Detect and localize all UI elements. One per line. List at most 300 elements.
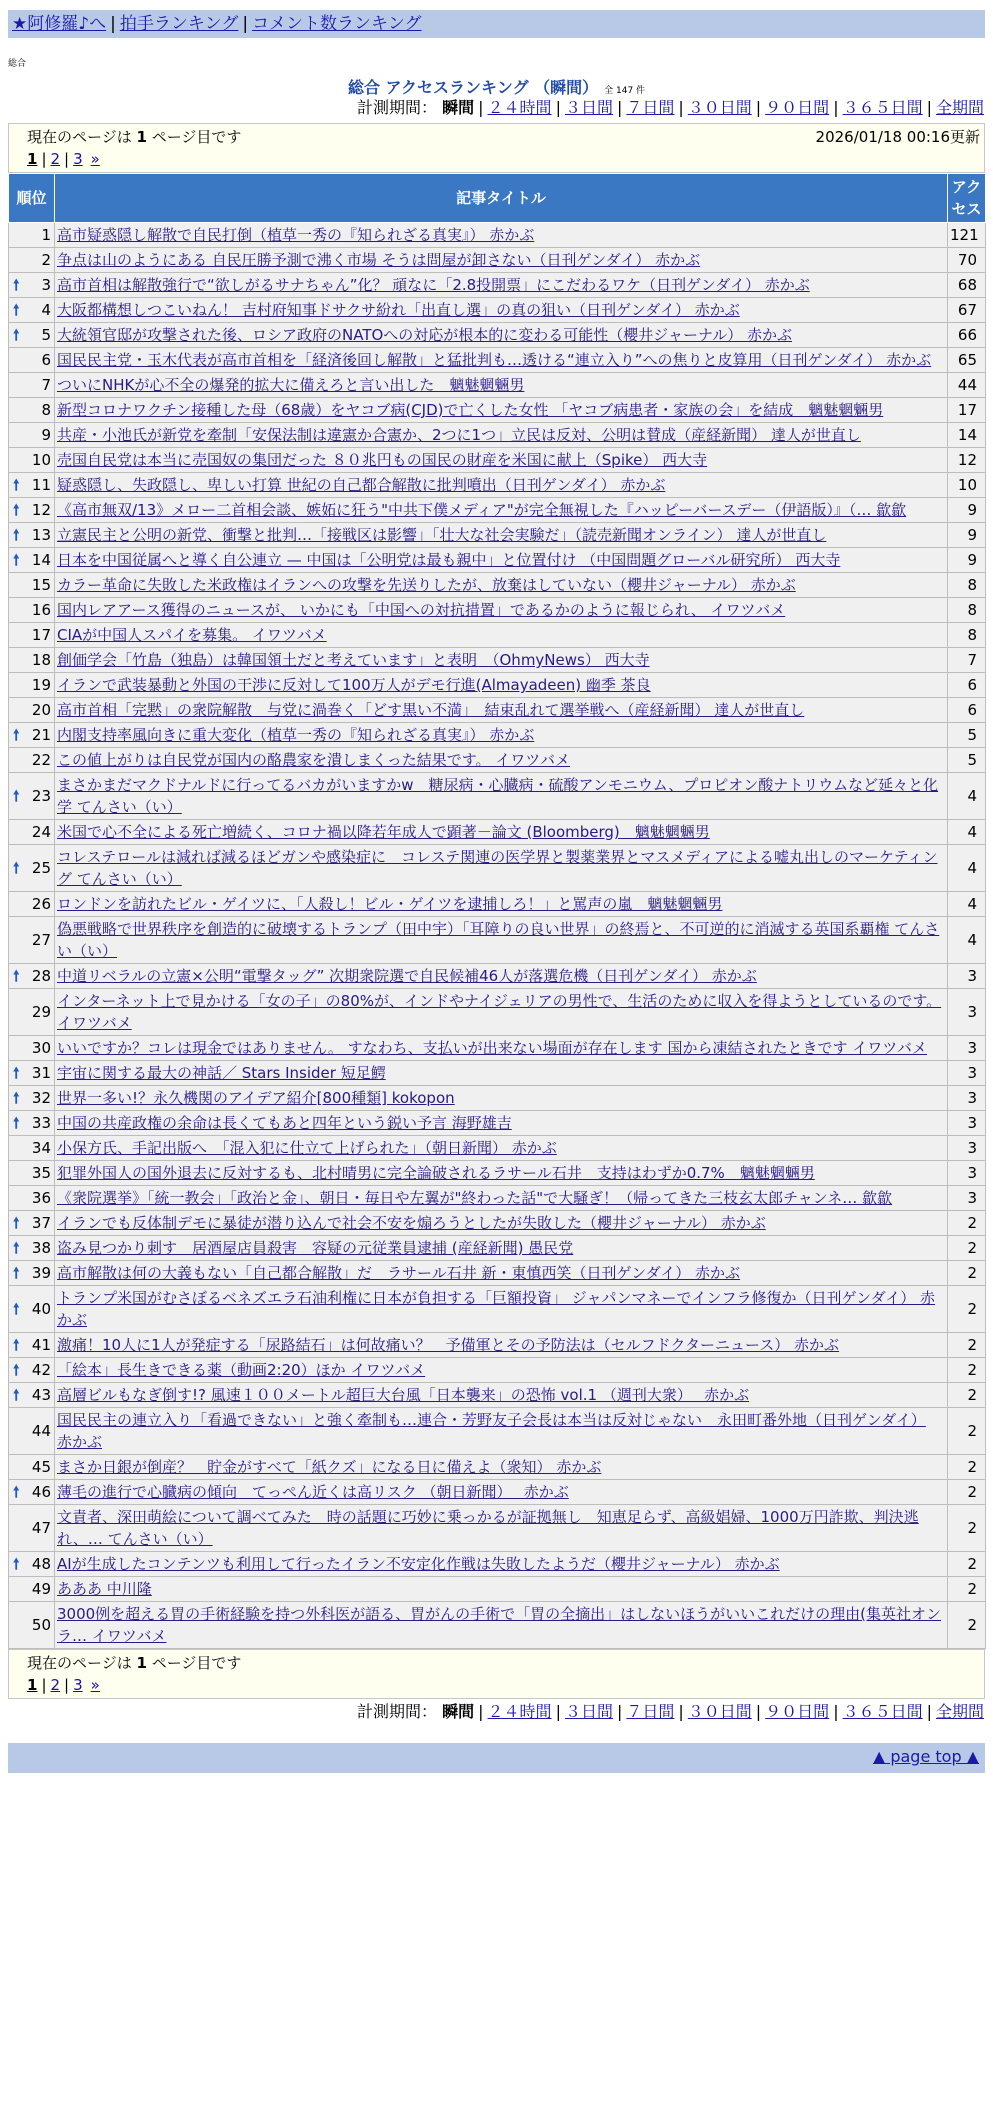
rank-cell xyxy=(9,1480,55,1505)
article-link[interactable]: 米国で心不全による死亡増続く、コロナ禍以降若年成人で顕著－論文 (Bloomberg) 魑魅魍魎男 xyxy=(57,823,710,841)
access-count: 65 xyxy=(948,348,986,373)
period-current: 瞬間 xyxy=(442,1702,475,1721)
period-link-all[interactable]: 全期間 xyxy=(935,98,984,117)
rank-cell xyxy=(9,820,55,845)
rank-number: 7 xyxy=(41,376,51,394)
rank-up-arrow-icon: 🠕 xyxy=(13,1555,20,1573)
article-link[interactable]: イランで武装暴動と外国の干渉に反対して100万人がデモ行進(Almayadeen) 幽季 茶良 xyxy=(57,676,651,694)
pagination-bottom: 1 | 2 | 3 » xyxy=(27,1676,100,1694)
rank-cell xyxy=(9,373,55,398)
access-count: 3 xyxy=(948,989,986,1036)
article-link[interactable]: トランプ米国がむさぼるベネズエラ石油利権に日本が負担する「巨額投資」 ジャパンマネーでインフラ修復か（日刊ゲンダイ） 赤かぶ xyxy=(57,1289,936,1329)
access-count: 2 xyxy=(948,1333,986,1358)
rank-up-arrow-icon: 🠕 xyxy=(13,1483,20,1501)
access-count: 8 xyxy=(948,623,986,648)
rank-cell xyxy=(9,1455,55,1480)
rank-number: 27 xyxy=(31,931,51,949)
article-link[interactable]: 立憲民主と公明の新党、衝撃と批判…「接戦区は影響」「壮大な社会実験だ」（読売新聞オンライン） 達人が世直し xyxy=(57,526,827,544)
page-2-link[interactable]: 2 xyxy=(50,150,61,168)
access-count: 3 xyxy=(948,1161,986,1186)
access-count: 2 xyxy=(948,1236,986,1261)
article-link[interactable]: 世界一多い!？永久機関のアイデア紹介[800種類] kokopon xyxy=(57,1089,455,1107)
rank-number: 38 xyxy=(31,1239,51,1257)
rank-number: 15 xyxy=(31,576,51,594)
access-count: 3 xyxy=(948,1086,986,1111)
period-selector-bottom: 計測期間： 瞬間 | ２４時間 | ３日間 | ７日間 | ３０日間 | ９０日間 | ３６５日間 | 全期間 xyxy=(357,1702,984,1721)
title-cell xyxy=(55,623,948,648)
header-title: 記事タイトル xyxy=(55,174,948,223)
access-count: 67 xyxy=(948,298,986,323)
rank-number: 45 xyxy=(31,1458,51,1476)
rank-cell xyxy=(9,1261,55,1286)
title-cell xyxy=(55,1505,948,1552)
article-link[interactable]: 小保方氏、手記出版へ 「混入犯に仕立て上げられた」（朝日新聞） 赤かぶ xyxy=(57,1139,557,1157)
access-count: 2 xyxy=(948,1408,986,1455)
rank-number: 9 xyxy=(41,426,51,444)
table-row xyxy=(9,748,986,773)
table-row xyxy=(9,698,986,723)
rank-cell xyxy=(9,845,55,892)
table-row xyxy=(9,398,986,423)
rank-number: 18 xyxy=(31,651,51,669)
page-1-current: 1 xyxy=(27,1676,38,1694)
article-link[interactable]: 創価学会「竹島（独島）は韓国領土だと考えています」と表明 （OhmyNews） 西大寺 xyxy=(57,651,650,669)
rank-number: 17 xyxy=(31,626,51,644)
access-count: 121 xyxy=(948,223,986,248)
rank-up-arrow-icon: 🠕 xyxy=(13,967,20,985)
article-link[interactable]: 共産・小池氏が新党を牽制「安保法制は違憲か合憲か、2つに1つ」立民は反対、公明は賛成（産経新聞） 達人が世直し xyxy=(57,426,861,444)
period-link-24h[interactable]: ２４時間 xyxy=(487,1702,552,1721)
rank-number: 1 xyxy=(41,226,51,244)
period-current: 瞬間 xyxy=(442,98,475,117)
title-cell xyxy=(55,423,948,448)
updated-timestamp: 2026/01/18 00:16更新 xyxy=(815,128,980,146)
rank-cell xyxy=(9,523,55,548)
rank-up-arrow-icon: 🠕 xyxy=(13,1264,20,1282)
footer-bar xyxy=(8,1743,985,1773)
table-row xyxy=(9,248,986,273)
article-link[interactable]: 高市解散は何の大義もない「自己都合解散」だ ラサール石井 新・東慎西笑（日刊ゲンダイ） 赤かぶ xyxy=(57,1264,741,1282)
rank-number: 3 xyxy=(41,276,51,294)
article-link[interactable]: 《衆院選挙》「統一教会」「政治と金」、朝日・毎日や左翼が"終わった話"で大騒ぎ！（帰ってきた三枝玄太郎チャンネ… 歙歙 xyxy=(57,1189,893,1207)
article-link[interactable]: 高市疑惑隠し解散で自民打倒（植草一秀の『知られざる真実』） 赤かぶ xyxy=(57,226,535,244)
table-row xyxy=(9,1383,986,1408)
rank-number: 44 xyxy=(31,1422,51,1440)
access-count: 2 xyxy=(948,1383,986,1408)
article-link[interactable]: 犯罪外国人の国外退去に反対するも、北村晴男に完全論破されるラサール石井 支持はわずか0.7% 魑魅魍魎男 xyxy=(57,1164,815,1182)
table-row xyxy=(9,1036,986,1061)
article-link[interactable]: 3000例を超える胃の手術経験を持つ外科医が語る、胃がんの手術で「胃の全摘出」はしないほうがいいこれだけの理由(集英社オンラ… イワツバメ xyxy=(57,1605,942,1645)
rank-up-arrow-icon: 🠕 xyxy=(13,1089,20,1107)
access-count: 4 xyxy=(948,820,986,845)
article-link[interactable]: イランでも反体制デモに暴徒が潜り込んで社会不安を煽ろうとしたが失敗した（櫻井ジャーナル） 赤かぶ xyxy=(57,1214,766,1232)
period-link-90d[interactable]: ９０日間 xyxy=(765,1702,830,1721)
rank-cell xyxy=(9,648,55,673)
title-cell xyxy=(55,473,948,498)
rank-cell xyxy=(9,298,55,323)
access-count: 3 xyxy=(948,964,986,989)
title-cell xyxy=(55,1086,948,1111)
title-cell xyxy=(55,573,948,598)
next-page-link[interactable]: » xyxy=(90,150,100,168)
rank-up-arrow-icon: 🠕 xyxy=(13,1300,20,1318)
next-page-link[interactable]: » xyxy=(90,1676,100,1694)
article-link[interactable]: ロンドンを訪れたビル・ゲイツに、「人殺し！ビル・ゲイツを逮捕しろ！」と罵声の嵐 魑魅魍魎男 xyxy=(57,895,723,913)
title-cell xyxy=(55,1186,948,1211)
rank-number: 19 xyxy=(31,676,51,694)
article-link[interactable]: 新型コロナワクチン接種した母（68歳）をヤコブ病(CJD)で亡くした女性 「ヤコブ病患者・家族の会」を結成 魑魅魍魎男 xyxy=(57,401,884,419)
title-cell xyxy=(55,223,948,248)
rank-number: 41 xyxy=(31,1336,51,1354)
table-row xyxy=(9,648,986,673)
article-link[interactable]: ついにNHKが心不全の爆発的拡大に備えろと言い出した 魑魅魍魎男 xyxy=(57,376,525,394)
article-link[interactable]: CIAが中国人スパイを募集。 イワツバメ xyxy=(57,626,327,644)
title-cell xyxy=(55,1211,948,1236)
rank-number: 49 xyxy=(31,1580,51,1598)
rank-cell xyxy=(9,1061,55,1086)
access-count: 2 xyxy=(948,1480,986,1505)
title-cell xyxy=(55,1111,948,1136)
title-cell xyxy=(55,398,948,423)
title-cell xyxy=(55,1261,948,1286)
table-row xyxy=(9,1505,986,1552)
title-cell xyxy=(55,298,948,323)
period-link-30d[interactable]: ３０日間 xyxy=(687,98,752,117)
rank-number: 14 xyxy=(31,551,51,569)
table-row xyxy=(9,573,986,598)
rank-number: 47 xyxy=(31,1519,51,1537)
access-count: 14 xyxy=(948,423,986,448)
current-page-text: 現在のページは 1 ページ目です xyxy=(27,1654,242,1672)
nav-link-asyura[interactable]: ★阿修羅♪へ xyxy=(12,14,107,34)
rank-cell xyxy=(9,1111,55,1136)
access-count: 68 xyxy=(948,273,986,298)
rank-cell xyxy=(9,892,55,917)
article-link[interactable]: まさかまだマクドナルドに行ってるバカがいますかw 糖尿病・心臓病・硫酸アンモニウム、プロピオン酸ナトリウムなど延々と化学 てんさい（い） xyxy=(57,776,939,816)
access-count: 6 xyxy=(948,698,986,723)
period-link-24h[interactable]: ２４時間 xyxy=(487,98,552,117)
table-row xyxy=(9,917,986,964)
table-row xyxy=(9,498,986,523)
table-row xyxy=(9,623,986,648)
title-cell xyxy=(55,548,948,573)
article-link[interactable]: 国民民主党・玉木代表が高市首相を「経済後回し解散」と猛批判も…透ける“連立入り”への焦りと皮算用（日刊ゲンダイ） 赤かぶ xyxy=(57,351,932,369)
access-count: 3 xyxy=(948,1111,986,1136)
access-count: 2 xyxy=(948,1261,986,1286)
rank-cell xyxy=(9,1333,55,1358)
title-cell xyxy=(55,1602,948,1649)
table-row xyxy=(9,892,986,917)
rank-cell xyxy=(9,623,55,648)
access-count: 5 xyxy=(948,748,986,773)
rank-number: 4 xyxy=(41,301,51,319)
table-row xyxy=(9,298,986,323)
table-row xyxy=(9,273,986,298)
access-count: 5 xyxy=(948,723,986,748)
table-row xyxy=(9,1111,986,1136)
title-cell xyxy=(55,1455,948,1480)
access-count: 10 xyxy=(948,473,986,498)
period-link-90d[interactable]: ９０日間 xyxy=(765,98,830,117)
rank-cell xyxy=(9,698,55,723)
article-link[interactable]: 国民民主の連立入り「看過できない」と強く牽制も…連合・芳野友子会長は本当は反対じゃない 永田町番外地（日刊ゲンダイ） 赤かぶ xyxy=(57,1411,926,1451)
table-row xyxy=(9,845,986,892)
access-count: 3 xyxy=(948,1036,986,1061)
rank-cell xyxy=(9,989,55,1036)
table-row xyxy=(9,1408,986,1455)
title-cell xyxy=(55,1236,948,1261)
rank-cell xyxy=(9,273,55,298)
article-link[interactable]: 偽悪戦略で世界秩序を創造的に破壊するトランプ（田中宇）「耳障りの良い世界」の終焉と、不可逆的に消滅する英国系覇権 てんさい（い） xyxy=(57,920,940,960)
rank-number: 25 xyxy=(31,859,51,877)
rank-cell xyxy=(9,1408,55,1455)
rank-cell xyxy=(9,448,55,473)
page-top-link[interactable]: ▲ page top ▲ xyxy=(872,1747,979,1766)
article-link[interactable]: 「絵本」長生きできる薬（動画2:20）ほか イワツバメ xyxy=(57,1361,426,1379)
rank-number: 31 xyxy=(31,1064,51,1082)
article-link[interactable]: 争点は山のようにある 自民圧勝予測で沸く市場 そうは問屋が卸さない（日刊ゲンダイ） 赤かぶ xyxy=(57,251,701,269)
article-link[interactable]: 《高市無双/13》メロー二首相会談、嫉妬に狂う"中共下僕メディア"が完全無視した『ハッピーバースデー（伊語版）』（… 歙歙 xyxy=(57,501,907,519)
rank-number: 40 xyxy=(31,1300,51,1318)
access-count: 2 xyxy=(948,1358,986,1383)
current-page-text: 現在のページは 1 ページ目です xyxy=(27,128,242,146)
rank-number: 2 xyxy=(41,251,51,269)
rank-number: 16 xyxy=(31,601,51,619)
article-link[interactable]: カラー革命に失敗した米政権はイランへの攻撃を先送りしたが、放棄はしていない（櫻井ジャーナル） 赤かぶ xyxy=(57,576,796,594)
table-row xyxy=(9,1602,986,1649)
table-row xyxy=(9,473,986,498)
title-cell xyxy=(55,1286,948,1333)
rank-cell xyxy=(9,573,55,598)
period-link-365d[interactable]: ３６５日間 xyxy=(842,1702,923,1721)
rank-up-arrow-icon: 🠕 xyxy=(13,859,20,877)
rank-number: 43 xyxy=(31,1386,51,1404)
access-count: 2 xyxy=(948,1455,986,1480)
rank-cell xyxy=(9,1036,55,1061)
article-link[interactable]: 中国の共産政権の余命は長くてもあと四年という鋭い予言 海野雄吉 xyxy=(57,1114,512,1132)
rank-cell xyxy=(9,673,55,698)
access-count: 9 xyxy=(948,523,986,548)
nav-link-comment-ranking[interactable]: コメント数ランキング xyxy=(252,14,422,34)
rank-number: 32 xyxy=(31,1089,51,1107)
rank-number: 20 xyxy=(31,701,51,719)
nav-separator: | xyxy=(110,14,116,34)
rank-number: 11 xyxy=(31,476,51,494)
rank-cell xyxy=(9,723,55,748)
rank-cell xyxy=(9,498,55,523)
article-link[interactable]: 薄毛の進行で心臓病の傾向 てっぺん近くは高リスク （朝日新聞） 赤かぶ xyxy=(57,1483,569,1501)
title-cell xyxy=(55,1061,948,1086)
table-row xyxy=(9,989,986,1036)
access-count: 4 xyxy=(948,917,986,964)
table-row xyxy=(9,1480,986,1505)
title-cell xyxy=(55,523,948,548)
article-link[interactable]: 国内レアアース獲得のニュースが、 いかにも「中国への対抗措置」であるかのように報じられ、 イワツバメ xyxy=(57,601,786,619)
page-1-current: 1 xyxy=(27,150,38,168)
rank-cell xyxy=(9,1383,55,1408)
rank-number: 26 xyxy=(31,895,51,913)
article-link[interactable]: この値上がりは自民党が国内の酪農家を潰しまくった結果です。 イワツバメ xyxy=(57,751,570,769)
rank-number: 30 xyxy=(31,1039,51,1057)
rank-cell xyxy=(9,1236,55,1261)
period-link-7d[interactable]: ７日間 xyxy=(626,1702,675,1721)
article-link[interactable]: AIが生成したコンテンツも利用して行ったイラン不安定化作戦は失敗したようだ（櫻井ジャーナル） 赤かぶ xyxy=(57,1555,780,1573)
rank-cell xyxy=(9,1086,55,1111)
period-link-30d[interactable]: ３０日間 xyxy=(687,1702,752,1721)
title-cell xyxy=(55,1408,948,1455)
header-rank: 順位 xyxy=(9,174,55,223)
rank-cell xyxy=(9,1186,55,1211)
period-link-3d[interactable]: ３日間 xyxy=(564,1702,613,1721)
period-link-3d[interactable]: ３日間 xyxy=(564,98,613,117)
rank-cell xyxy=(9,748,55,773)
rank-up-arrow-icon: 🠕 xyxy=(13,326,20,344)
rank-number: 39 xyxy=(31,1264,51,1282)
access-count: 2 xyxy=(948,1505,986,1552)
rank-number: 33 xyxy=(31,1114,51,1132)
rank-number: 13 xyxy=(31,526,51,544)
table-row xyxy=(9,964,986,989)
article-link[interactable]: 高層ビルもなぎ倒す!? 風速１００メートル超巨大台風「日本襲来」の恐怖 vol.1 （週刊大衆） 赤かぶ xyxy=(57,1386,750,1404)
rank-up-arrow-icon: 🠕 xyxy=(13,276,20,294)
article-link[interactable]: 宇宙に関する最大の神話／ Stars Insider 短足鰐 xyxy=(57,1064,386,1082)
nav-separator: | xyxy=(242,14,249,34)
article-link[interactable]: 日本を中国従属へと導く自公連立 — 中国は「公明党は最も親中」と位置付け （中国問題グローバル研究所） 西大寺 xyxy=(57,551,841,569)
title-cell xyxy=(55,448,948,473)
title-cell xyxy=(55,648,948,673)
table-row xyxy=(9,1261,986,1286)
rank-number: 29 xyxy=(31,1003,51,1021)
page-2-link[interactable]: 2 xyxy=(50,1676,61,1694)
rank-cell xyxy=(9,1136,55,1161)
title-cell xyxy=(55,698,948,723)
rank-up-arrow-icon: 🠕 xyxy=(13,1361,20,1379)
article-link[interactable]: 大統領官邸が攻撃された後、ロシア政府のNATOへの対応が根本的に変わる可能性（櫻井ジャーナル） 赤かぶ xyxy=(57,326,793,344)
access-count: 3 xyxy=(948,1136,986,1161)
rank-number: 34 xyxy=(31,1139,51,1157)
access-count: 7 xyxy=(948,648,986,673)
table-row xyxy=(9,1161,986,1186)
title-cell xyxy=(55,989,948,1036)
top-nav xyxy=(8,10,985,38)
rank-number: 28 xyxy=(31,967,51,985)
title-cell xyxy=(55,1383,948,1408)
access-count: 4 xyxy=(948,773,986,820)
rank-number: 36 xyxy=(31,1189,51,1207)
nav-link-clap-ranking[interactable]: 拍手ランキング xyxy=(119,14,239,34)
rank-cell xyxy=(9,1602,55,1649)
table-row xyxy=(9,348,986,373)
article-link[interactable]: 文責者、深田萌絵について調べてみた 時の話題に巧妙に乗っかるが証拠無し 知恵足らず、高級娼婦、1000万円詐欺、判決逃れ、… てんさい（い） xyxy=(57,1508,919,1548)
rank-up-arrow-icon: 🠕 xyxy=(13,301,20,319)
page-3-link[interactable]: 3 xyxy=(73,150,83,168)
period-link-7d[interactable]: ７日間 xyxy=(626,98,675,117)
period-link-all[interactable]: 全期間 xyxy=(935,1702,984,1721)
table-row xyxy=(9,598,986,623)
rank-up-arrow-icon: 🠕 xyxy=(13,1239,20,1257)
title-cell xyxy=(55,1552,948,1577)
article-link[interactable]: インターネット上で見かける「女の子」の80%が、インドやナイジェリアの男性で、生活のために収入を得ようとしているのです。 イワツバメ xyxy=(57,992,942,1032)
article-link[interactable]: 大阪都構想しつこいねん！ 吉村府知事ドサクサ紛れ「出直し選」の真の狙い（日刊ゲンダイ） 赤かぶ xyxy=(57,301,740,319)
article-link[interactable]: 激痛！10人に1人が発症する「尿路結石」は何故痛い？ 予備軍とその予防法は（セルフドクターニュース） 赤かぶ xyxy=(57,1336,840,1354)
access-count: 2 xyxy=(948,1286,986,1333)
access-count: 12 xyxy=(948,448,986,473)
rank-number: 50 xyxy=(31,1616,51,1634)
article-link[interactable]: 疑惑隠し、失政隠し、卑しい打算 世紀の自己都合解散に批判噴出（日刊ゲンダイ） 赤かぶ xyxy=(57,476,666,494)
table-row xyxy=(9,1061,986,1086)
title-cell xyxy=(55,1136,948,1161)
title-cell xyxy=(55,1480,948,1505)
title-cell xyxy=(55,598,948,623)
article-link[interactable]: 内閣支持率風向きに重大変化（植草一秀の『知られざる真実』） 赤かぶ xyxy=(57,726,535,744)
title-cell xyxy=(55,373,948,398)
title-cell xyxy=(55,892,948,917)
rank-number: 22 xyxy=(31,751,51,769)
article-link[interactable]: いいですか？コレは現金ではありません。 すなわち、支払いが出来ない場面が存在します 国から凍結されたときです イワツバメ xyxy=(57,1039,927,1057)
table-row xyxy=(9,423,986,448)
access-count: 66 xyxy=(948,323,986,348)
rank-cell xyxy=(9,1211,55,1236)
access-count: 44 xyxy=(948,373,986,398)
article-link[interactable]: 中道リベラルの立憲×公明“電撃タッグ” 次期衆院選で自民候補46人が落選危機（日刊ゲンダイ） 赤かぶ xyxy=(57,967,757,985)
article-link[interactable]: 売国自民党は本当に売国奴の集団だった ８０兆円もの国民の財産を米国に献上（Spike） 西大寺 xyxy=(57,451,708,469)
period-link-365d[interactable]: ３６５日間 xyxy=(842,98,923,117)
access-count: 6 xyxy=(948,673,986,698)
rank-number: 48 xyxy=(31,1555,51,1573)
rank-up-arrow-icon: 🠕 xyxy=(13,726,20,744)
article-link[interactable]: コレステロールは減れば減るほどガンや感染症に コレステ関連の医学界と製薬業界とマスメディアによる嘘丸出しのマーケティング てんさい（い） xyxy=(57,848,938,888)
table-row xyxy=(9,223,986,248)
title-cell xyxy=(55,1358,948,1383)
article-link[interactable]: まさか日銀が倒産？ 貯金がすべて「紙クズ」になる日に備えよ（衆知） 赤かぶ xyxy=(57,1458,602,1476)
table-row xyxy=(9,1577,986,1602)
table-row xyxy=(9,523,986,548)
rank-up-arrow-icon: 🠕 xyxy=(13,1114,20,1132)
table-row xyxy=(9,820,986,845)
access-count: 17 xyxy=(948,398,986,423)
rank-cell xyxy=(9,598,55,623)
rank-number: 6 xyxy=(41,351,51,369)
rank-cell xyxy=(9,223,55,248)
title-cell xyxy=(55,1333,948,1358)
access-count: 8 xyxy=(948,573,986,598)
rank-cell xyxy=(9,248,55,273)
title-cell xyxy=(55,964,948,989)
rank-up-arrow-icon: 🠕 xyxy=(13,1064,20,1082)
rank-cell xyxy=(9,348,55,373)
rank-cell xyxy=(9,1358,55,1383)
rank-cell xyxy=(9,964,55,989)
rank-number: 37 xyxy=(31,1214,51,1232)
article-link[interactable]: 高市首相「完黙」の衆院解散 与党に渦巻く「どす黒い不満」 結束乱れて選挙戦へ（産経新聞） 達人が世直し xyxy=(57,701,805,719)
article-link[interactable]: あああ 中川隆 xyxy=(57,1580,152,1598)
header-access: アクセス xyxy=(948,174,986,223)
article-link[interactable]: 高市首相は解散強行で“欲しがるサナちゃん”化？ 頑なに「2.8投開票」にこだわるワケ（日刊ゲンダイ） 赤かぶ xyxy=(57,276,810,294)
title-cell xyxy=(55,773,948,820)
page-3-link[interactable]: 3 xyxy=(73,1676,83,1694)
title-cell xyxy=(55,748,948,773)
article-link[interactable]: 盗み見つかり刺す 居酒屋店員殺害 容疑の元従業員逮捕 (産経新聞) 愚民党 xyxy=(57,1239,574,1257)
rank-up-arrow-icon: 🠕 xyxy=(13,787,20,805)
category-label: 総合 xyxy=(8,59,27,69)
rank-number: 12 xyxy=(31,501,51,519)
table-row xyxy=(9,723,986,748)
title-cell xyxy=(55,917,948,964)
rank-number: 5 xyxy=(41,326,51,344)
table-row xyxy=(9,1086,986,1111)
access-count: 2 xyxy=(948,1552,986,1577)
access-count: 2 xyxy=(948,1602,986,1649)
